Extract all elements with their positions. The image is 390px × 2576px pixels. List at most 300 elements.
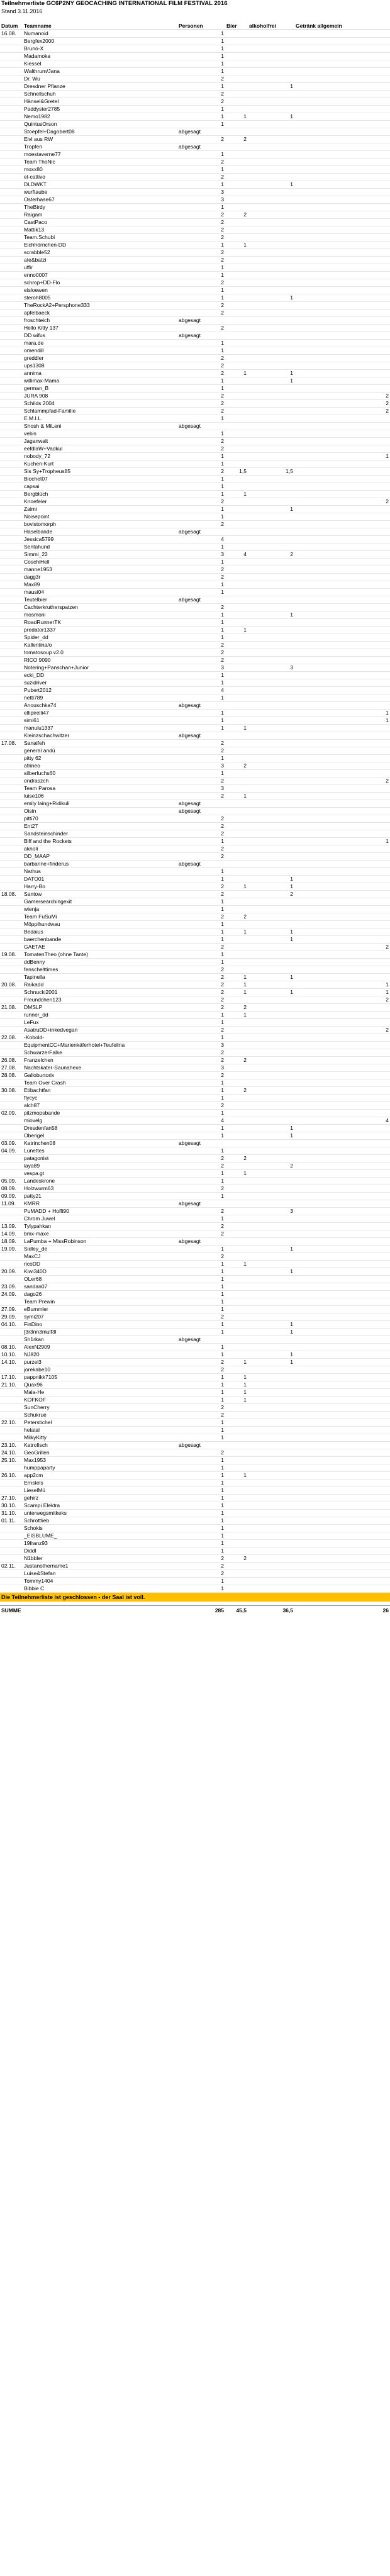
cell-general-drink bbox=[294, 1366, 390, 1373]
cell-date bbox=[0, 1215, 24, 1222]
cell-persons: 1 bbox=[221, 951, 224, 957]
table-row bbox=[0, 1389, 390, 1397]
cell-date bbox=[0, 770, 24, 777]
cell-beer: 1 bbox=[243, 1261, 247, 1267]
cell-general-drink bbox=[294, 853, 390, 860]
cell-general-drink bbox=[294, 468, 390, 475]
cell-nonalcoholic: 1 bbox=[290, 883, 293, 889]
cell-persons: 1 bbox=[221, 453, 224, 459]
cell-beer bbox=[225, 1404, 248, 1411]
cell-beer bbox=[225, 611, 248, 618]
table-row bbox=[0, 687, 390, 694]
cell-general-drink bbox=[294, 611, 390, 618]
cell-nonalcoholic bbox=[248, 793, 294, 800]
cell-general-drink bbox=[294, 1012, 390, 1018]
cell-beer bbox=[225, 642, 248, 649]
cell-team: suzidriver bbox=[24, 679, 47, 686]
cell-team: Teutelbier bbox=[24, 596, 47, 603]
cell-date bbox=[0, 68, 24, 75]
table-row bbox=[0, 189, 390, 196]
table-row bbox=[0, 1374, 390, 1381]
table-row bbox=[0, 642, 390, 649]
cell-persons: 1 bbox=[221, 204, 224, 210]
cell-nonalcoholic bbox=[248, 136, 294, 143]
cell-date: 21.08. bbox=[1, 1004, 16, 1010]
table-row bbox=[0, 415, 390, 423]
cell-date: 30.10. bbox=[1, 1502, 16, 1508]
cell-nonalcoholic: 1 bbox=[290, 83, 293, 89]
cell-general-drink bbox=[294, 1057, 390, 1064]
cell-persons: 1 bbox=[221, 294, 224, 301]
cell-date bbox=[0, 136, 24, 143]
cell-date bbox=[0, 1389, 24, 1396]
cell-persons: 1 bbox=[221, 1246, 224, 1252]
table-row bbox=[0, 544, 390, 551]
cell-nonalcoholic bbox=[248, 868, 294, 875]
cell-beer: 1 bbox=[243, 1397, 247, 1403]
cell-nonalcoholic bbox=[248, 966, 294, 973]
cell-date bbox=[0, 249, 24, 256]
table-row bbox=[0, 1223, 390, 1230]
cell-team: symi207 bbox=[24, 1313, 44, 1320]
cell-beer: 2 bbox=[243, 762, 247, 769]
cell-general-drink bbox=[294, 1291, 390, 1298]
table-row bbox=[0, 106, 390, 113]
cell-nonalcoholic bbox=[248, 75, 294, 82]
table-row bbox=[0, 521, 390, 528]
table-row bbox=[0, 1057, 390, 1064]
cell-general-drink bbox=[294, 1449, 390, 1456]
cell-general-drink: 2 bbox=[386, 400, 389, 406]
cell-persons: 2 bbox=[221, 845, 224, 852]
cell-nonalcoholic bbox=[248, 1027, 294, 1034]
table-row bbox=[0, 762, 390, 770]
cell-beer bbox=[225, 891, 248, 898]
cell-nonalcoholic bbox=[248, 657, 294, 664]
table-row bbox=[0, 981, 390, 989]
cell-beer bbox=[225, 1223, 248, 1230]
cell-general-drink bbox=[294, 287, 390, 294]
cell-nonalcoholic bbox=[248, 1072, 294, 1079]
cell-beer bbox=[225, 143, 248, 150]
cell-general-drink bbox=[294, 1087, 390, 1094]
cell-persons: 1 bbox=[221, 1329, 224, 1335]
cell-beer bbox=[225, 1306, 248, 1313]
cell-general-drink bbox=[294, 679, 390, 686]
cell-date: 03.09. bbox=[1, 1140, 16, 1146]
cell-date bbox=[0, 1012, 24, 1018]
table-body bbox=[0, 30, 390, 1593]
cell-date: 20.08. bbox=[1, 981, 16, 988]
table-row bbox=[0, 1200, 390, 1208]
cell-team: Bergblüch bbox=[24, 491, 48, 497]
cell-nonalcoholic bbox=[248, 1517, 294, 1524]
cell-general-drink bbox=[294, 476, 390, 482]
cell-general-drink bbox=[294, 891, 390, 898]
cell-beer bbox=[225, 1313, 248, 1320]
cell-nonalcoholic: 1 bbox=[290, 936, 293, 942]
cell-date bbox=[0, 1404, 24, 1411]
cell-persons: 1 bbox=[221, 1261, 224, 1267]
cell-nonalcoholic bbox=[248, 959, 294, 966]
cell-general-drink bbox=[294, 1042, 390, 1049]
cell-general-drink bbox=[294, 1261, 390, 1268]
cell-team: vespa.gt bbox=[24, 1170, 45, 1176]
cell-beer bbox=[225, 1283, 248, 1290]
cell-date bbox=[0, 476, 24, 482]
table-row bbox=[0, 1034, 390, 1042]
cell-persons: 1 bbox=[221, 1480, 224, 1486]
cell-beer bbox=[225, 1510, 248, 1517]
cell-general-drink bbox=[294, 325, 390, 332]
cell-team: german_B bbox=[24, 385, 49, 391]
cell-nonalcoholic bbox=[248, 151, 294, 158]
table-row bbox=[0, 1095, 390, 1102]
cell-persons: 1 bbox=[221, 1170, 224, 1176]
cell-date bbox=[0, 362, 24, 369]
cell-persons: 1 bbox=[221, 898, 224, 905]
table-row bbox=[0, 725, 390, 732]
cell-general-drink bbox=[294, 906, 390, 913]
cell-beer bbox=[225, 1525, 248, 1532]
cell-team: Cachterkrutherspatzen bbox=[24, 604, 78, 610]
cell-general-drink: 2 bbox=[386, 1027, 389, 1033]
cell-date bbox=[0, 1155, 24, 1162]
cell-date bbox=[0, 762, 24, 769]
table-row bbox=[0, 279, 390, 287]
cell-persons: 1 bbox=[221, 627, 224, 633]
cell-date bbox=[0, 1480, 24, 1486]
cell-date bbox=[0, 702, 24, 709]
cell-general-drink bbox=[294, 747, 390, 754]
cell-beer bbox=[225, 1351, 248, 1358]
cell-beer bbox=[225, 1268, 248, 1275]
page-title: Teilnehmerliste GC6P2NY GEOCACHING INTERNATIONAL FILM FESTIVAL 2016 bbox=[1, 0, 228, 7]
table-row bbox=[0, 1404, 390, 1412]
cell-persons: abgesagt bbox=[179, 1200, 201, 1207]
cell-nonalcoholic bbox=[248, 687, 294, 694]
cell-date bbox=[0, 1163, 24, 1169]
cell-team: silberfuchs60 bbox=[24, 770, 56, 776]
cell-date bbox=[0, 845, 24, 852]
cell-beer bbox=[225, 400, 248, 407]
cell-persons: 2 bbox=[221, 91, 224, 97]
cell-team: Landeskrone bbox=[24, 1178, 55, 1184]
cell-nonalcoholic bbox=[248, 762, 294, 769]
cell-persons: 1 bbox=[221, 1215, 224, 1222]
cell-nonalcoholic bbox=[248, 861, 294, 867]
cell-nonalcoholic bbox=[248, 272, 294, 279]
cell-general-drink bbox=[294, 1215, 390, 1222]
cell-team: mara.de bbox=[24, 340, 44, 346]
cell-team: ondraszch bbox=[24, 778, 49, 784]
cell-nonalcoholic bbox=[248, 845, 294, 852]
cell-team: Raigam bbox=[24, 211, 43, 218]
cell-team: Katrinchen08 bbox=[24, 1140, 56, 1146]
cell-general-drink bbox=[294, 793, 390, 800]
table-row bbox=[0, 30, 390, 38]
cell-general-drink: 2 bbox=[386, 393, 389, 399]
table-row bbox=[0, 362, 390, 370]
cell-persons: 1 bbox=[221, 483, 224, 489]
cell-date bbox=[0, 1125, 24, 1132]
cell-persons: 3 bbox=[221, 664, 224, 671]
cell-date: 13.09. bbox=[1, 1223, 16, 1229]
cell-beer: 2 bbox=[243, 1057, 247, 1063]
cell-nonalcoholic bbox=[248, 581, 294, 588]
table-row bbox=[0, 1004, 390, 1012]
cell-beer bbox=[225, 536, 248, 543]
cell-team: [3r3nn3mulf3l bbox=[24, 1329, 57, 1335]
cell-beer bbox=[225, 1140, 248, 1147]
cell-date bbox=[0, 1170, 24, 1177]
cell-nonalcoholic bbox=[248, 800, 294, 807]
cell-general-drink bbox=[294, 1208, 390, 1215]
cell-nonalcoholic bbox=[248, 1449, 294, 1456]
cell-nonalcoholic bbox=[248, 710, 294, 716]
cell-beer bbox=[225, 1178, 248, 1185]
table-row bbox=[0, 883, 390, 891]
cell-beer: 2 bbox=[243, 1555, 247, 1561]
table-row bbox=[0, 1381, 390, 1389]
cell-general-drink bbox=[294, 687, 390, 694]
cell-nonalcoholic bbox=[248, 1547, 294, 1554]
header-beer: Bier bbox=[226, 23, 237, 29]
cell-nonalcoholic bbox=[248, 498, 294, 505]
cell-nonalcoholic bbox=[248, 1049, 294, 1056]
cell-persons: 2 bbox=[221, 823, 224, 829]
table-row bbox=[0, 393, 390, 400]
table-row bbox=[0, 181, 390, 189]
cell-team: TheRockA2+Persphone333 bbox=[24, 302, 90, 308]
cell-date bbox=[0, 1208, 24, 1215]
cell-nonalcoholic bbox=[248, 1419, 294, 1426]
cell-date bbox=[0, 257, 24, 264]
cell-general-drink bbox=[294, 657, 390, 664]
cell-beer bbox=[225, 702, 248, 709]
cell-persons: 1 bbox=[221, 83, 224, 89]
cell-nonalcoholic bbox=[248, 1381, 294, 1388]
cell-nonalcoholic bbox=[248, 1261, 294, 1268]
cell-date bbox=[0, 355, 24, 362]
summary-persons: 285 bbox=[214, 1607, 224, 1614]
cell-date: 02.09. bbox=[1, 1110, 16, 1116]
cell-beer bbox=[225, 506, 248, 513]
cell-nonalcoholic bbox=[248, 574, 294, 581]
cell-beer bbox=[225, 317, 248, 324]
cell-beer bbox=[225, 1532, 248, 1539]
cell-date bbox=[0, 528, 24, 535]
cell-nonalcoholic bbox=[248, 732, 294, 739]
cell-persons: 1 bbox=[221, 1087, 224, 1093]
table-row bbox=[0, 1344, 390, 1351]
cell-nonalcoholic bbox=[248, 740, 294, 747]
table-row bbox=[0, 551, 390, 559]
cell-date: 27.08. bbox=[1, 1064, 16, 1071]
cell-nonalcoholic bbox=[248, 536, 294, 543]
cell-persons: 1 bbox=[221, 377, 224, 384]
cell-beer bbox=[225, 1072, 248, 1079]
cell-nonalcoholic bbox=[248, 830, 294, 837]
table-row bbox=[0, 1170, 390, 1178]
cell-beer bbox=[225, 377, 248, 384]
cell-general-drink: 2 bbox=[386, 778, 389, 784]
cell-team: app2cm bbox=[24, 1472, 43, 1478]
cell-persons: 2 bbox=[221, 498, 224, 505]
cell-persons: 2 bbox=[221, 362, 224, 369]
cell-general-drink bbox=[294, 921, 390, 928]
cell-nonalcoholic bbox=[248, 453, 294, 460]
cell-beer bbox=[225, 906, 248, 913]
cell-general-drink bbox=[294, 1563, 390, 1570]
cell-team: Harry-Bo bbox=[24, 883, 46, 889]
cell-team: moxx80 bbox=[24, 166, 43, 172]
cell-persons: 2 bbox=[221, 747, 224, 754]
cell-team: Sentahund bbox=[24, 544, 50, 550]
table-row bbox=[0, 747, 390, 755]
cell-persons: 1 bbox=[221, 430, 224, 437]
table-row bbox=[0, 906, 390, 913]
cell-general-drink bbox=[294, 974, 390, 981]
cell-persons: 2 bbox=[221, 1359, 224, 1365]
table-row bbox=[0, 1457, 390, 1464]
cell-general-drink bbox=[294, 627, 390, 633]
table-row bbox=[0, 913, 390, 921]
cell-beer bbox=[225, 294, 248, 301]
cell-team: Quax96 bbox=[24, 1381, 43, 1388]
cell-general-drink bbox=[294, 294, 390, 301]
cell-persons: 1 bbox=[221, 1374, 224, 1380]
cell-persons: 1 bbox=[221, 1525, 224, 1531]
cell-beer bbox=[225, 778, 248, 784]
cell-team: GAETAE bbox=[24, 944, 45, 950]
cell-beer bbox=[225, 1298, 248, 1305]
cell-persons: 1 bbox=[221, 1291, 224, 1297]
cell-nonalcoholic bbox=[248, 1155, 294, 1162]
cell-nonalcoholic: 1 bbox=[290, 611, 293, 618]
cell-persons: 1 bbox=[221, 1125, 224, 1131]
cell-persons: 2 bbox=[221, 1570, 224, 1576]
cell-nonalcoholic: 1 bbox=[290, 1359, 293, 1365]
cell-nonalcoholic bbox=[248, 785, 294, 792]
cell-nonalcoholic bbox=[248, 1563, 294, 1570]
cell-general-drink bbox=[294, 309, 390, 316]
table-row bbox=[0, 1238, 390, 1246]
cell-beer bbox=[225, 332, 248, 339]
table-row bbox=[0, 1283, 390, 1291]
cell-date bbox=[0, 808, 24, 815]
cell-persons: 1 bbox=[221, 272, 224, 278]
cell-team: aknoli bbox=[24, 845, 38, 852]
cell-persons: abgesagt bbox=[179, 128, 201, 135]
cell-general-drink bbox=[294, 883, 390, 890]
cell-persons: 1 bbox=[221, 1487, 224, 1493]
cell-beer bbox=[225, 106, 248, 113]
table-row bbox=[0, 672, 390, 679]
cell-team: KOFKOF bbox=[24, 1397, 46, 1403]
cell-general-drink bbox=[294, 1381, 390, 1388]
cell-general-drink: 2 bbox=[386, 996, 389, 1003]
cell-persons: 2 bbox=[221, 468, 224, 474]
cell-date bbox=[0, 438, 24, 445]
cell-date bbox=[0, 294, 24, 301]
cell-date: 08.09. bbox=[1, 1185, 16, 1191]
cell-date bbox=[0, 793, 24, 800]
cell-date bbox=[0, 619, 24, 626]
cell-nonalcoholic bbox=[248, 1095, 294, 1101]
cell-date bbox=[0, 445, 24, 452]
cell-nonalcoholic bbox=[248, 264, 294, 271]
summary-row bbox=[0, 1605, 390, 1615]
cell-persons: 1 bbox=[221, 1419, 224, 1425]
cell-date bbox=[0, 1434, 24, 1441]
table-row bbox=[0, 1397, 390, 1404]
cell-beer bbox=[225, 566, 248, 573]
cell-general-drink bbox=[294, 1132, 390, 1139]
cell-general-drink bbox=[294, 951, 390, 958]
cell-team: OLer68 bbox=[24, 1276, 42, 1282]
cell-date bbox=[0, 876, 24, 883]
cell-beer bbox=[225, 1132, 248, 1139]
cell-beer bbox=[225, 189, 248, 196]
table-row bbox=[0, 694, 390, 702]
cell-date bbox=[0, 1049, 24, 1056]
cell-beer: 1 bbox=[243, 491, 247, 497]
cell-general-drink bbox=[294, 1019, 390, 1026]
cell-persons: 2 bbox=[221, 657, 224, 663]
cell-persons: 2 bbox=[221, 830, 224, 837]
cell-team: Sidley_de bbox=[24, 1246, 48, 1252]
cell-team: Ernstels bbox=[24, 1480, 43, 1486]
cell-team: emily laing+Ridikuli bbox=[24, 800, 70, 806]
cell-persons: 4 bbox=[221, 1117, 224, 1124]
cell-persons: 1 bbox=[221, 928, 224, 935]
table-row bbox=[0, 1079, 390, 1087]
cell-beer bbox=[225, 785, 248, 792]
table-row bbox=[0, 1487, 390, 1495]
cell-beer bbox=[225, 174, 248, 181]
cell-beer bbox=[225, 53, 248, 60]
cell-nonalcoholic bbox=[248, 1298, 294, 1305]
cell-date bbox=[0, 264, 24, 271]
cell-persons: 2 bbox=[221, 1223, 224, 1229]
cell-persons: 2 bbox=[221, 438, 224, 444]
cell-persons: 1 bbox=[221, 1457, 224, 1463]
cell-persons: 1 bbox=[221, 1427, 224, 1433]
cell-date bbox=[0, 1540, 24, 1547]
cell-persons: 1 bbox=[221, 476, 224, 482]
cell-nonalcoholic bbox=[248, 1472, 294, 1479]
cell-date: 14.09. bbox=[1, 1230, 16, 1237]
cell-general-drink bbox=[294, 1193, 390, 1200]
cell-beer: 2 bbox=[243, 1087, 247, 1093]
cell-persons: 1 bbox=[221, 1532, 224, 1539]
cell-general-drink bbox=[294, 75, 390, 82]
cell-persons: 1 bbox=[221, 1578, 224, 1584]
table-row bbox=[0, 566, 390, 574]
cell-team: TomatenTheo (ohne Tante) bbox=[24, 951, 88, 957]
table-row bbox=[0, 1246, 390, 1253]
cell-general-drink bbox=[294, 68, 390, 75]
cell-beer bbox=[225, 740, 248, 747]
cell-nonalcoholic bbox=[248, 981, 294, 988]
cell-team: manne1953 bbox=[24, 566, 52, 572]
status-date: Stand 3.11.2016 bbox=[1, 8, 43, 14]
cell-general-drink bbox=[294, 1079, 390, 1086]
cell-general-drink bbox=[294, 1313, 390, 1320]
cell-nonalcoholic bbox=[248, 385, 294, 392]
cell-date: 04.09. bbox=[1, 1147, 16, 1154]
